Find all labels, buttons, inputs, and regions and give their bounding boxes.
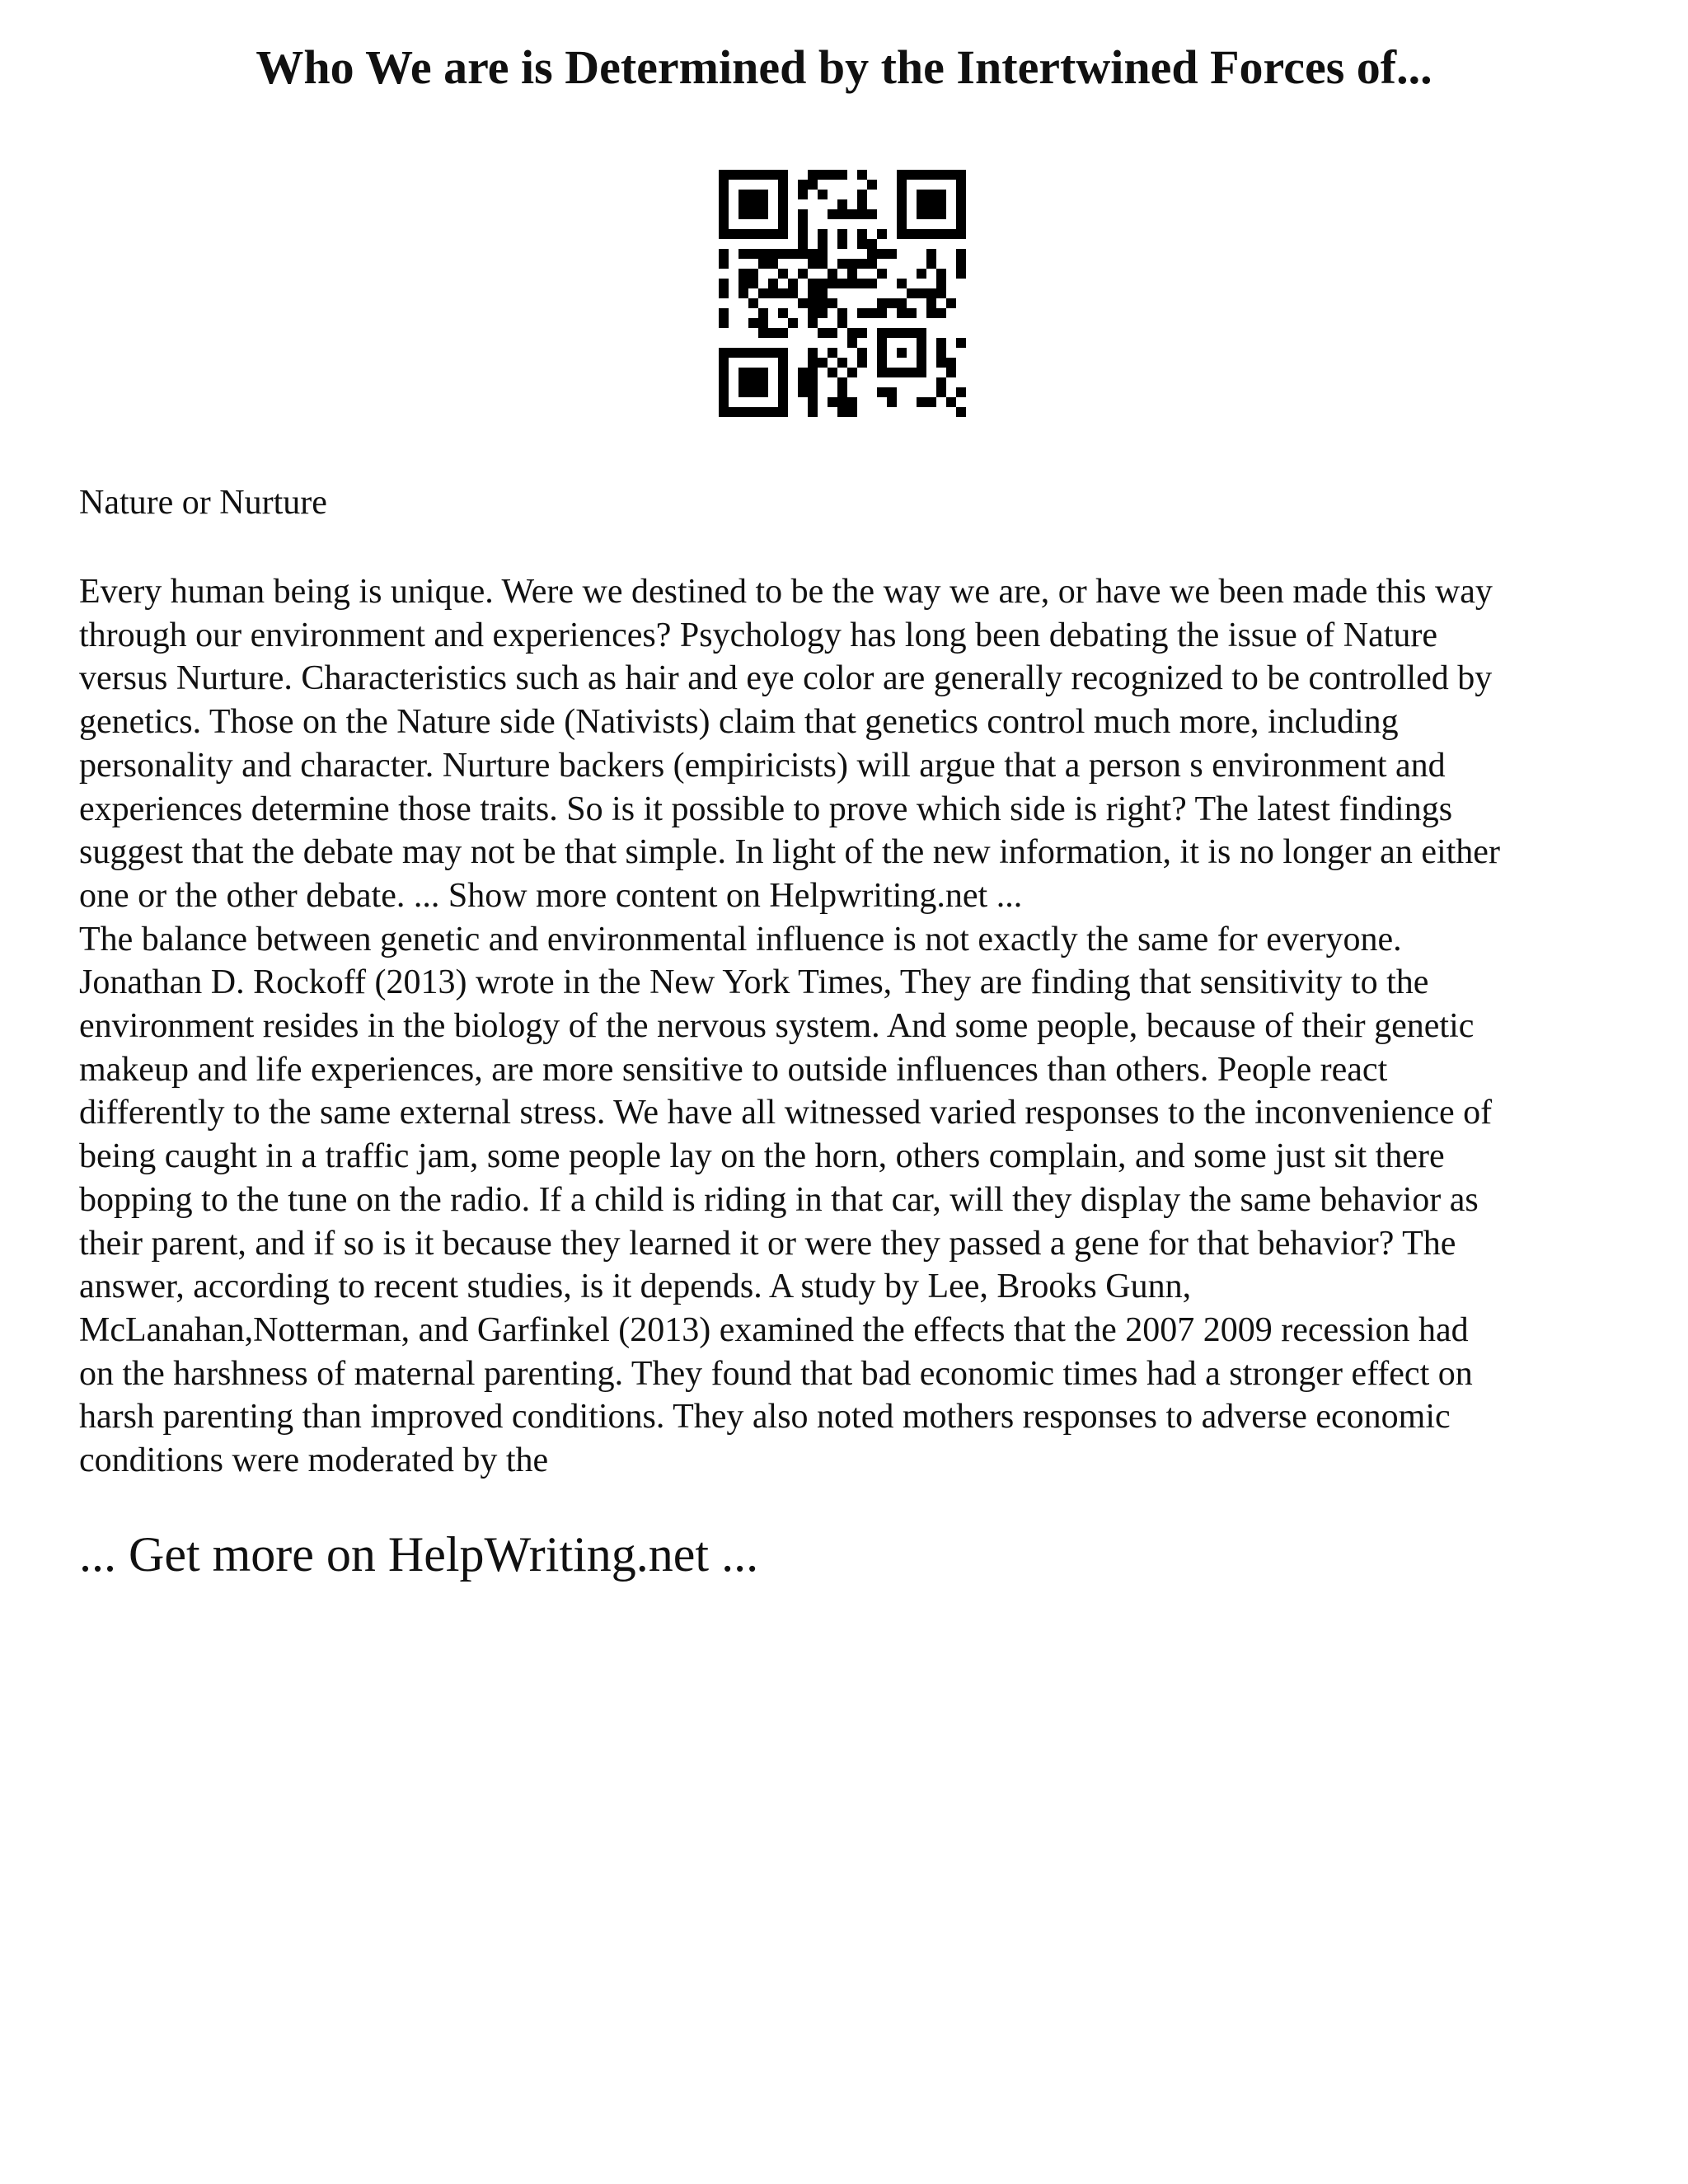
- show-more-line[interactable]: one or the other debate. ... Show more content on Helpwriting.net ...: [79, 876, 1023, 915]
- paragraph-line: their parent, and if so is it because they learned it or were they passed a gene for that behavior? The: [79, 1224, 1456, 1263]
- paragraph-line: through our environment and experiences? Psychology has long been debating the issue of Nature: [79, 616, 1438, 654]
- essay-body: [79, 570, 1612, 1483]
- section-heading: Nature or Nurture: [79, 484, 327, 522]
- paragraph-line: experiences determine those traits. So is it possible to prove which side is right? The latest findings: [79, 790, 1453, 828]
- qr-code-icon: [719, 170, 966, 417]
- paragraph-line: makeup and life experiences, are more sensitive to outside influences than others. People react: [79, 1050, 1388, 1089]
- paragraph-line: on the harshness of maternal parenting. They found that bad economic times had a stronger effect on: [79, 1354, 1473, 1393]
- paragraph-line: personality and character. Nurture backers (empiricists) will argue that a person s environment and: [79, 746, 1446, 785]
- paragraph-line: The balance between genetic and environmental influence is not exactly the same for everyone.: [79, 920, 1402, 958]
- paragraph-line: versus Nurture. Characteristics such as hair and eye color are generally recognized to be controlled by: [79, 659, 1493, 698]
- paragraph-line: suggest that the debate may not be that simple. In light of the new information, it is no longer an either: [79, 833, 1500, 872]
- paragraph-line: answer, according to recent studies, is it depends. A study by Lee, Brooks Gunn,: [79, 1268, 1192, 1306]
- paragraph-line: McLanahan,Notterman, and Garfinkel (2013) examined the effects that the 2007 2009 recession had: [79, 1310, 1469, 1349]
- paragraph-line: environment resides in the biology of the nervous system. And some people, because of their genetic: [79, 1007, 1475, 1046]
- document-title: Who We are is Determined by the Intertwined Forces of...: [256, 40, 1432, 94]
- paragraph-line: conditions were moderated by the: [79, 1441, 549, 1480]
- paragraph-line: Jonathan D. Rockoff (2013) wrote in the New York Times, They are finding that sensitivity to the: [79, 963, 1429, 1002]
- paragraph-line: bopping to the tune on the radio. If a child is riding in that car, will they display the same behavior as: [79, 1180, 1479, 1219]
- paragraph-line: being caught in a traffic jam, some people lay on the horn, others complain, and some just sit there: [79, 1137, 1445, 1176]
- paragraph-line: Every human being is unique. Were we destined to be the way we are, or have we been made this way: [79, 573, 1493, 611]
- paragraph-line: genetics. Those on the Nature side (Nativists) claim that genetics control much more, including: [79, 703, 1399, 742]
- paragraph-line: harsh parenting than improved conditions. They also noted mothers responses to adverse economic: [79, 1398, 1451, 1436]
- get-more-link[interactable]: ... Get more on HelpWriting.net ...: [79, 1527, 759, 1582]
- paragraph-line: differently to the same external stress. We have all witnessed varied responses to the inconvenience of: [79, 1094, 1493, 1132]
